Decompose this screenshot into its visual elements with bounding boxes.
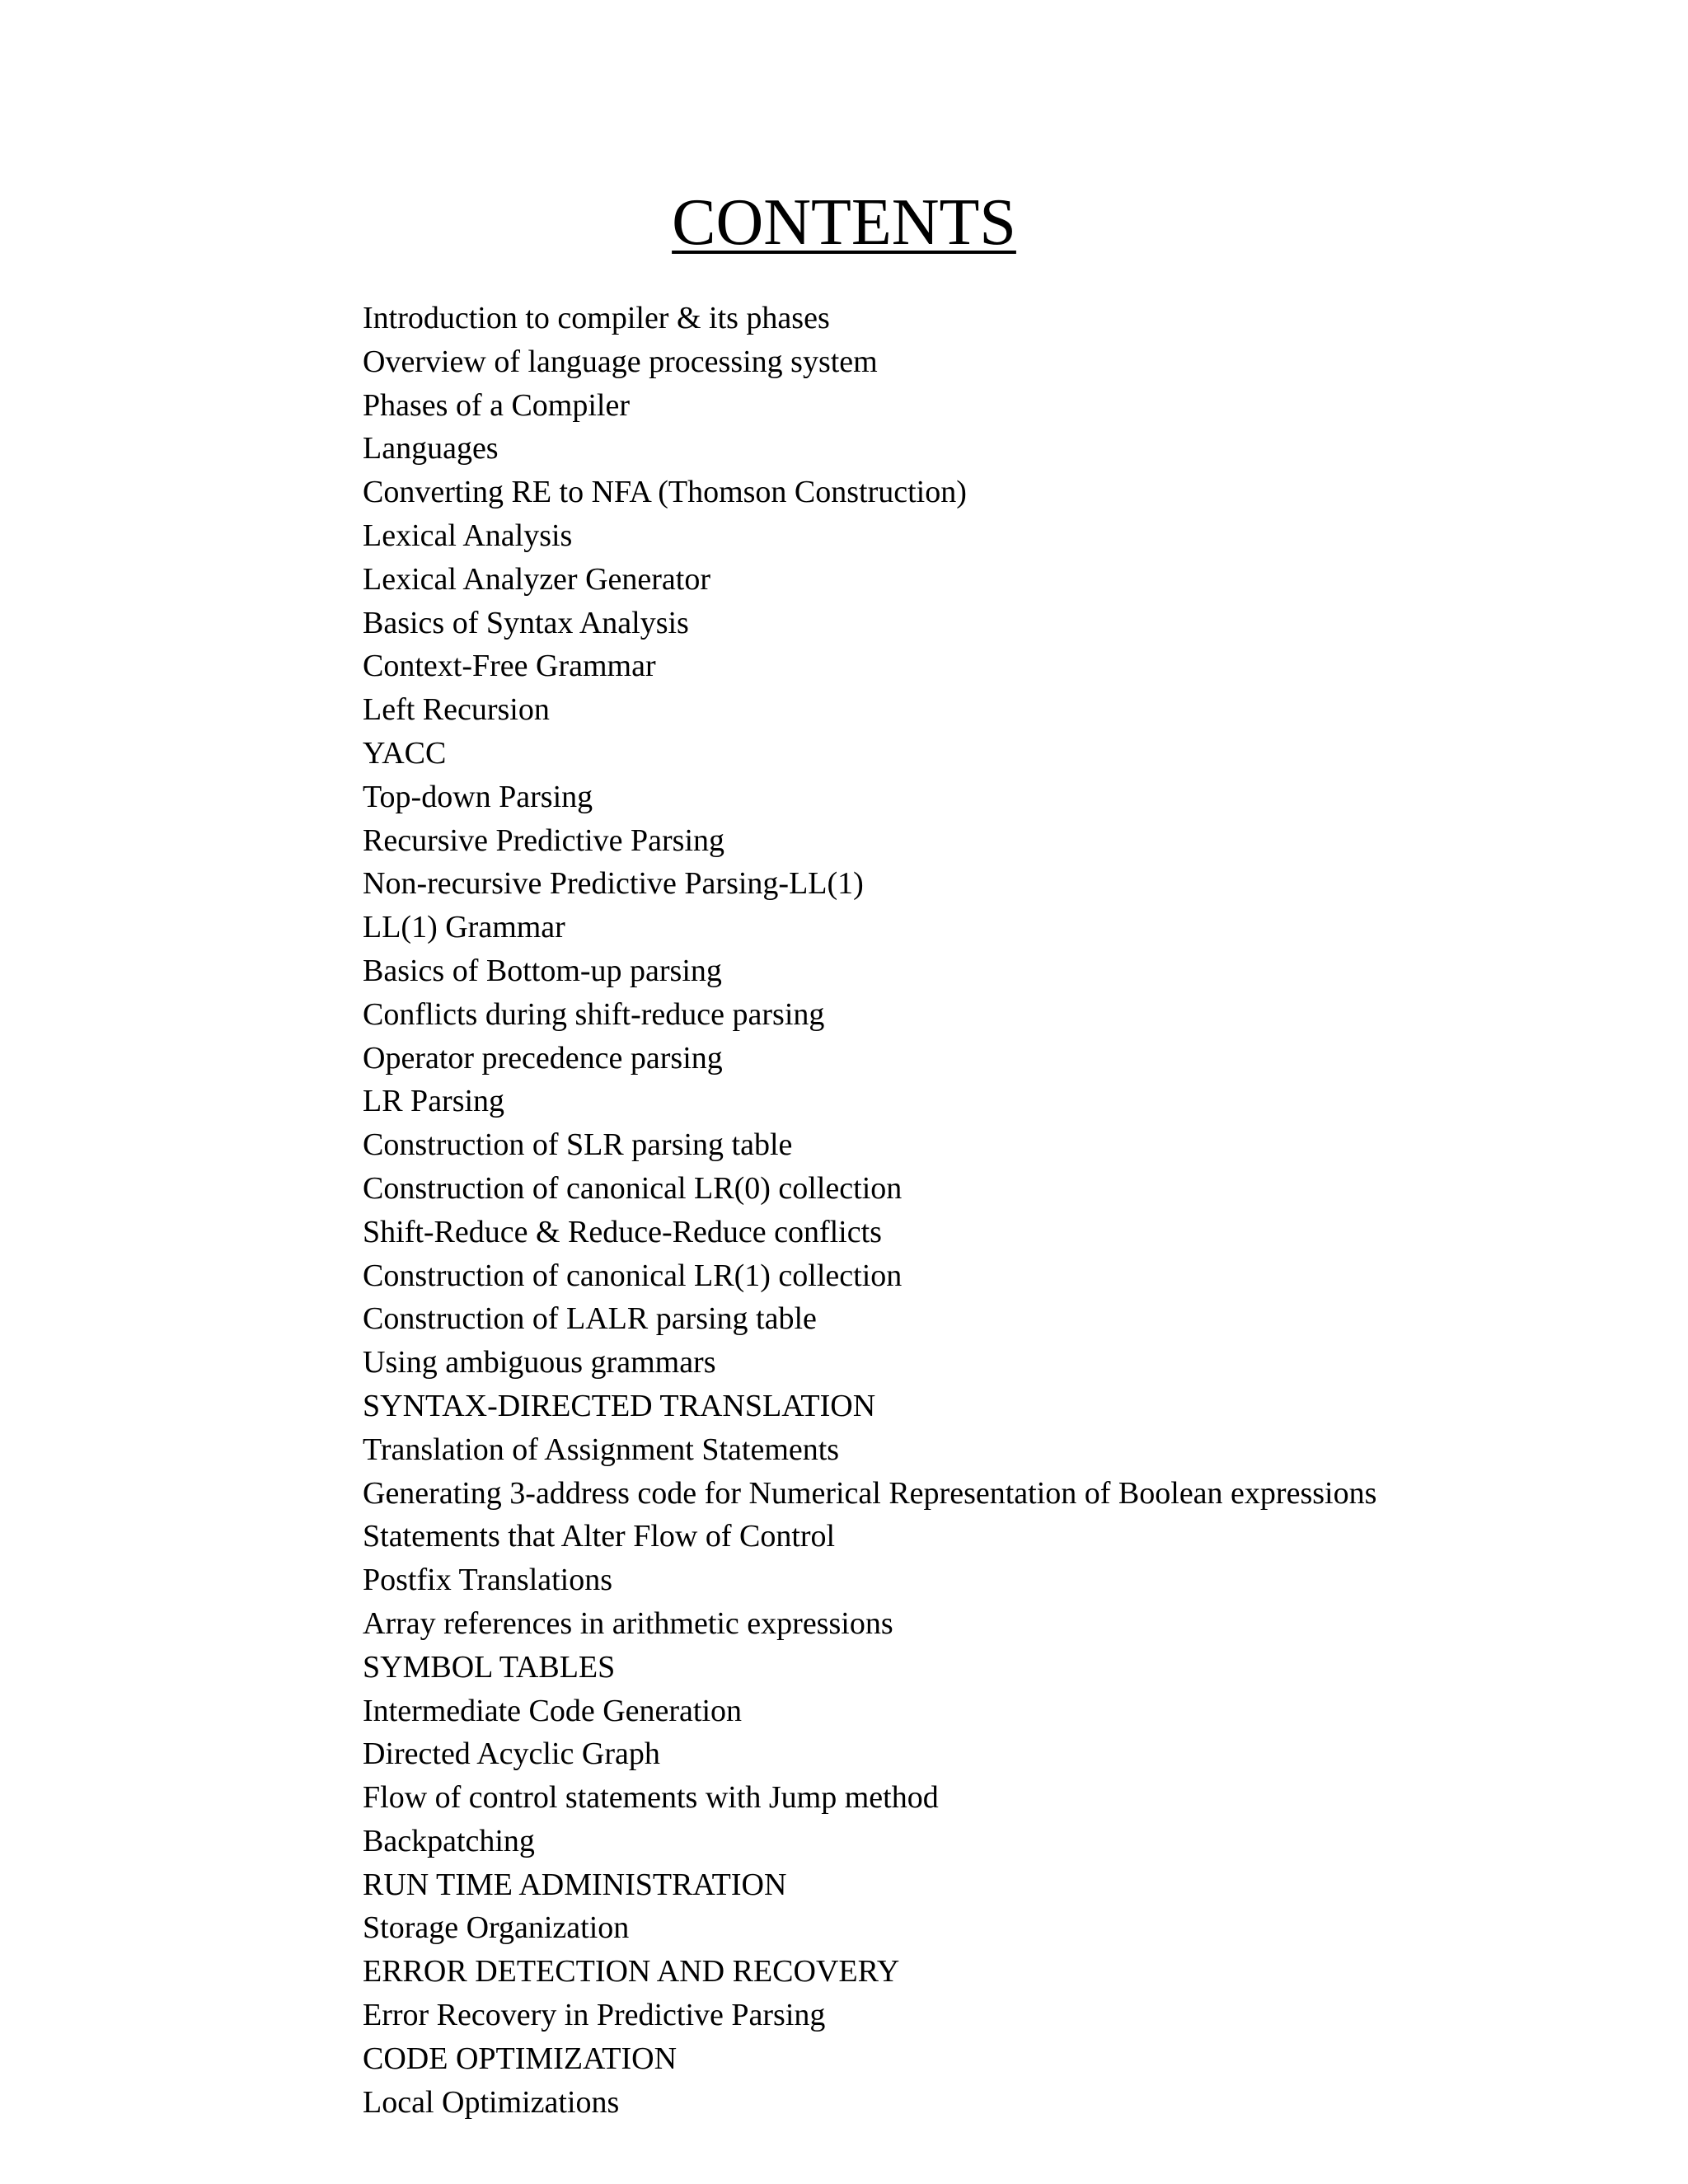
contents-item: Shift-Reduce & Reduce-Reduce conflicts	[363, 1214, 882, 1249]
page-title-text: CONTENTS	[672, 186, 1016, 259]
contents-item: Recursive Predictive Parsing	[363, 823, 725, 858]
contents-item: Introduction to compiler & its phases	[363, 301, 830, 335]
contents-item: Construction of canonical LR(1) collection	[363, 1258, 903, 1293]
contents-item: RUN TIME ADMINISTRATION	[363, 1867, 787, 1902]
contents-item: Error Recovery in Predictive Parsing	[363, 1998, 826, 2033]
contents-item: Basics of Syntax Analysis	[363, 605, 689, 640]
contents-item: Generating 3-address code for Numerical Representation of Boolean expressions	[363, 1475, 1377, 1511]
contents-item: Directed Acyclic Graph	[363, 1736, 660, 1772]
contents-item: Statements that Alter Flow of Control	[363, 1519, 836, 1554]
contents-item: Left Recursion	[363, 692, 550, 728]
contents-item: Overview of language processing system	[363, 344, 878, 379]
contents-item: Basics of Bottom-up parsing	[363, 953, 722, 988]
contents-item: Local Optimizations	[363, 2084, 620, 2120]
contents-list	[363, 297, 1376, 2124]
contents-item: Flow of control statements with Jump method	[363, 1780, 939, 1816]
contents-item: Lexical Analysis	[363, 518, 573, 553]
contents-item: Languages	[363, 431, 499, 466]
page-title	[0, 183, 1688, 262]
contents-item: YACC	[363, 735, 447, 771]
contents-item: Lexical Analyzer Generator	[363, 561, 710, 597]
contents-item: LL(1) Grammar	[363, 910, 565, 945]
contents-item: Context-Free Grammar	[363, 649, 656, 684]
contents-item: Using ambiguous grammars	[363, 1345, 716, 1380]
contents-item: Postfix Translations	[363, 1563, 613, 1598]
contents-item: Construction of SLR parsing table	[363, 1127, 793, 1163]
contents-item: Storage Organization	[363, 1910, 630, 1946]
contents-item: SYMBOL TABLES	[363, 1649, 616, 1685]
contents-item: Construction of canonical LR(0) collection	[363, 1170, 903, 1206]
contents-item: SYNTAX-DIRECTED TRANSLATION	[363, 1388, 876, 1423]
contents-item: Non-recursive Predictive Parsing-LL(1)	[363, 866, 864, 902]
contents-item: Construction of LALR parsing table	[363, 1301, 817, 1337]
contents-item: Converting RE to NFA (Thomson Construction)	[363, 475, 967, 510]
contents-item: Translation of Assignment Statements	[363, 1432, 840, 1467]
contents-item: Phases of a Compiler	[363, 387, 631, 423]
contents-item: ERROR DETECTION AND RECOVERY	[363, 1954, 900, 1990]
contents-item: LR Parsing	[363, 1084, 505, 1119]
contents-item: Operator precedence parsing	[363, 1040, 723, 1076]
contents-item: Top-down Parsing	[363, 779, 593, 814]
contents-item: Array references in arithmetic expressions	[363, 1605, 893, 1641]
contents-item: Backpatching	[363, 1823, 535, 1858]
contents-item: Conflicts during shift-reduce parsing	[363, 996, 825, 1032]
contents-item: Intermediate Code Generation	[363, 1693, 743, 1728]
contents-item: CODE OPTIMIZATION	[363, 2041, 678, 2076]
